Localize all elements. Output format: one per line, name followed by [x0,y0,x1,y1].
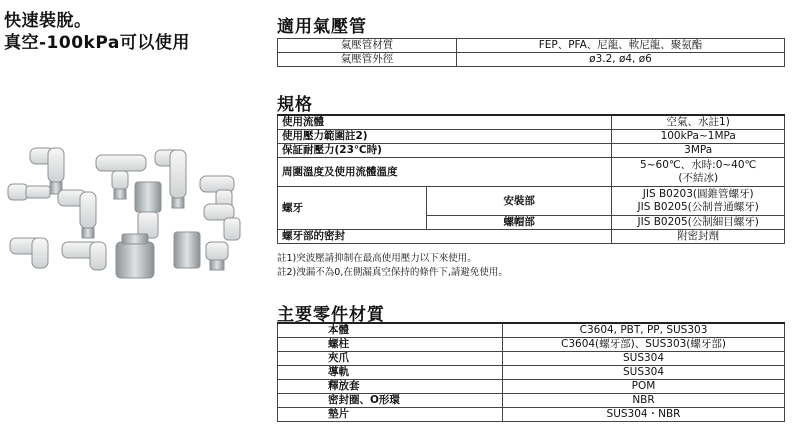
part-name: 導軌 [278,366,503,380]
mount-part-value-line-2: JIS B0205(公制普通螺牙) [637,201,759,213]
table-row [278,366,785,380]
part-material: SUS304 [503,352,785,366]
part-name: 墊片 [278,408,503,422]
part-material: NBR [503,394,785,408]
table-row [278,53,785,67]
temperature-value-line-2: (不結冰) [678,172,719,184]
note-2: 註2)洩漏不為0,在側漏真空保持的條件下,請避免使用。 [277,267,508,278]
part-material: C3604, PBT, PP, SUS303 [503,323,785,338]
part-name: 夾爪 [278,352,503,366]
table-row [278,338,785,352]
proof-pressure-label: 保証耐壓力(23℃時) [278,144,612,158]
table-row [278,352,785,366]
part-material: POM [503,380,785,394]
nut-part-label: 螺帽部 [427,216,612,230]
tube-diameter-value: ø3.2, ø4, ø6 [457,53,785,67]
headline-line-2: 真空-100kPa可以使用 [4,33,190,53]
proof-pressure-value: 3MPa [612,144,785,158]
part-name: 釋放套 [278,380,503,394]
fluid-value: 空氣、水註1) [612,115,785,130]
temperature-value [612,158,785,187]
pressure-label: 使用壓力範圍註2) [278,130,612,144]
fittings-product-photo [0,130,262,280]
table-row [278,323,785,338]
table-row [278,144,785,158]
pressure-value: 100kPa~1MPa [612,130,785,144]
headline-line-1: 快速裝脫。 [4,11,92,31]
part-material: SUS304 [503,366,785,380]
tube-section-title: 適用氣壓管 [277,17,367,37]
temperature-value-line-1: 5~60℃、水時:0~40℃ [640,159,757,171]
part-name: 螺柱 [278,338,503,352]
tube-diameter-label: 氣壓管外徑 [278,53,457,67]
temperature-label: 周圍溫度及使用流體溫度 [278,158,612,187]
table-row [278,380,785,394]
product-headline [4,10,190,54]
parts-section-title: 主要零件材質 [277,305,385,325]
spec-section-title: 規格 [277,95,313,115]
table-row [278,39,785,53]
spec-table [277,114,785,244]
mount-part-label: 安裝部 [427,187,612,216]
mount-part-value [612,187,785,216]
spec-notes [277,252,508,280]
table-row [278,115,785,130]
thread-seal-label: 螺牙部的密封 [278,230,612,244]
table-row [278,158,785,187]
table-row [278,130,785,144]
tube-material-value: FEP、PFA、尼龍、軟尼龍、聚氨酯 [457,39,785,53]
nut-part-value: JIS B0205(公制細目螺牙) [612,216,785,230]
tube-material-label: 氣壓管材質 [278,39,457,53]
parts-table [277,322,785,422]
table-row [278,187,785,216]
note-1: 註1)突波壓請抑制在最高使用壓力以下來使用。 [277,253,477,264]
part-name: 密封圈、O形環 [278,394,503,408]
table-row [278,394,785,408]
table-row [278,230,785,244]
mount-part-value-line-1: JIS B0203(圓錐管螺牙) [642,188,754,200]
thread-seal-value: 附密封劑 [612,230,785,244]
part-material: C3604(螺牙部)、SUS303(螺牙部) [503,338,785,352]
thread-label: 螺牙 [278,187,427,230]
part-material: SUS304・NBR [503,408,785,422]
part-name: 本體 [278,323,503,338]
fluid-label: 使用流體 [278,115,612,130]
table-row [278,408,785,422]
tube-table [277,38,785,67]
